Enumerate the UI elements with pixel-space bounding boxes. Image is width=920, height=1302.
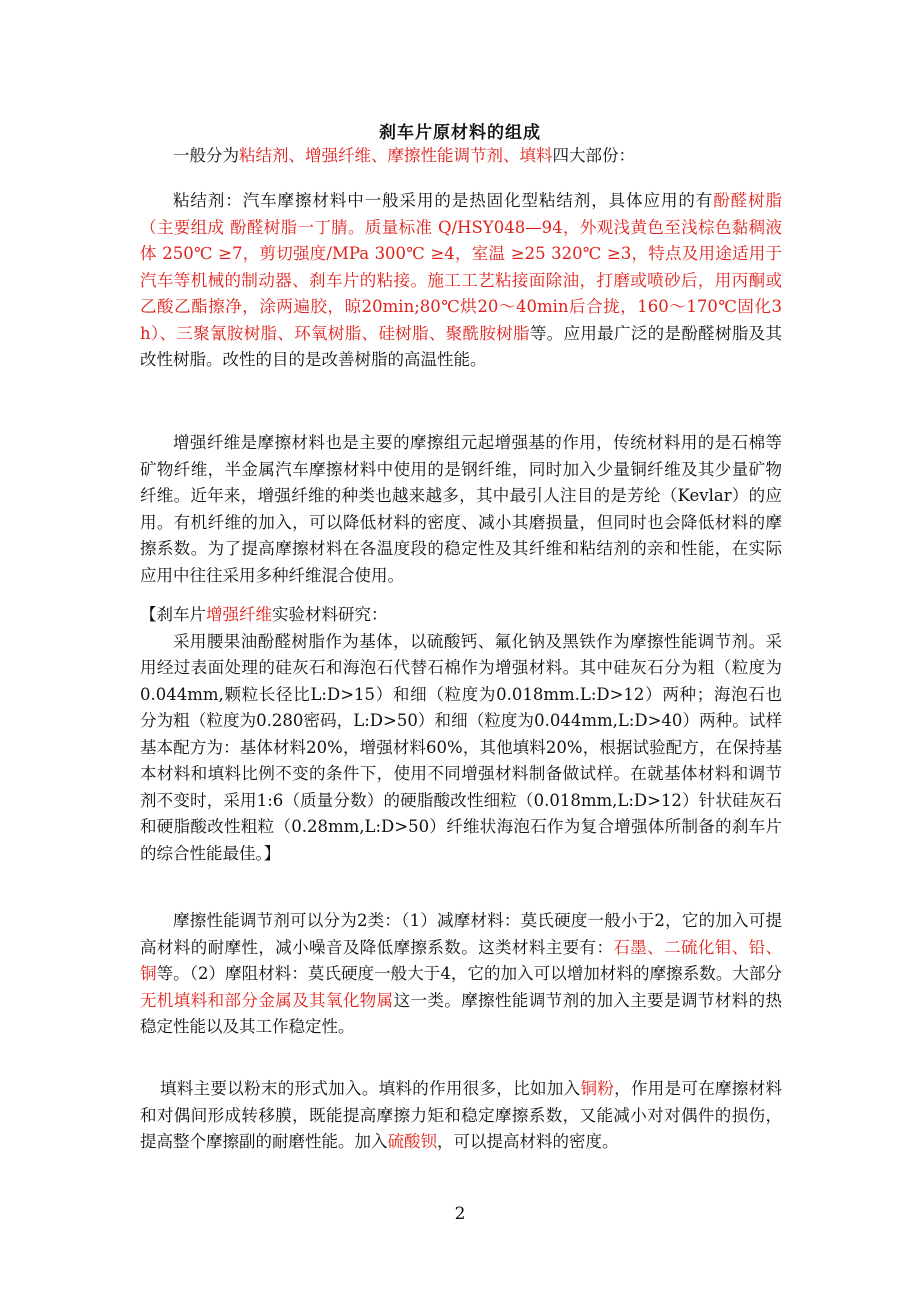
friction-text-3: 这一类。摩擦性能调节剂的加入主要是调节材料的热稳定性能以及其工作稳定性。 — [140, 990, 783, 1036]
fiber-text: 增强纤维是摩擦材料也是主要的摩擦组元起增强基的作用，传统材料用的是石棉等矿物纤维，半金属汽车摩擦材料中使用的是钢纤维，同时加入少量铜纤维及其少量矿物纤维。近年来，增强纤维的种类也越来越多，其中最引人注目的是芳纶（Kevlar）的应用。有机纤维的加入，可以降低材料的密度、减小其磨损量，但同时也会降低材料的摩擦系数。为了提高摩擦材料在各温度段的稳定性及其纤维和粘结剂的亲和性能，在实际应用中往往采用多种纤维混合使用。 — [140, 433, 782, 585]
page-number: 2 — [454, 1204, 466, 1224]
binder-paragraph — [140, 188, 782, 374]
study-body: 采用腰果油酚醛树脂作为基体，以硫酸钙、氟化钠及黑铁作为摩擦性能调节剂。采用经过表面处理的硅灰石和海泡石代替石棉作为增强材料。其中硅灰石分为粗（粒度为0.044mm,颗粒长径比L:D>15）和细（粒度为0.018mm.L:D>12）两种；海泡石也分为粗（粒度为0.280密码，L:D>50）和细（粒度为0.044mm,L:D>40）两种。试样基本配方为：基体材料20%，增强材料60%，其他填料20%，根据试验配方，在保持基本材料和填料比例不变的条件下，使用不同增强材料制备做试样。在就基体材料和调节剂不变时，采用1:6（质量分数）的硬脂酸改性细粒（0.018mm,L:D>12）针状硅灰石和硬脂酸改性粗粒（0.28mm,L:D>50）纤维状海泡石作为复合增强体所制备的刹车片的综合性能最佳。】 — [140, 631, 782, 863]
friction-highlight-1: 石墨、二硫化钼、铅、铜 — [140, 937, 783, 983]
binder-text: 粘结剂：汽车摩擦材料中一般采用的是热固化型粘结剂，具体应用的有 — [173, 191, 714, 210]
filler-text-2: ，作用是可在摩擦材料和对偶间形成转移膜，既能提高摩擦力矩和稳定摩擦系数，又能减小对对偶件的损伤，提高整个摩擦副的耐磨性能。加入 — [140, 1079, 783, 1151]
intro-paragraph — [140, 143, 782, 170]
fiber-paragraph — [140, 430, 782, 589]
binder-highlight: 酚醛树脂（主要组成 酚醛树脂一丁腈。质量标准 Q/HSY048—94，外观浅黄色至浅棕色黏稠液体 250℃ ≥7，剪切强度/MPa 300℃ ≥4，室温 ≥25 320℃ ≥3，特点及用途适用于汽车等机械的制动器、刹车片的粘接。施工工艺粘接面除油，打磨或喷砂后，用丙酮或乙酸乙酯擦净，涂两遍胶，晾20min;80℃烘20～40min后合拢，160～170℃固化3h）、三聚氰胺树脂、环氧树脂、硅树脂、聚酰胺树脂 — [140, 191, 783, 343]
friction-text-2: 等。（2）摩阻材料：莫氏硬度一般大于4，它的加入可以增加材料的摩擦系数。大部分 — [156, 964, 783, 983]
friction-text: 摩擦性能调节剂可以分为2类：（1）减摩材料：莫氏硬度一般小于2，它的加入可提高材料的耐摩性，减小噪音及降低摩擦系数。这类材料主要有： — [140, 911, 782, 957]
friction-paragraph — [140, 908, 782, 1041]
study-heading: 【刹车片增强纤维实验材料研究： — [140, 605, 388, 624]
intro-highlight: 粘结剂、增强纤维、摩擦性能调节剂、填料 — [239, 146, 553, 165]
filler-paragraph — [140, 1076, 782, 1156]
study-paragraph — [140, 602, 782, 867]
friction-highlight-2: 无机填料和部分金属及其氧化物属 — [140, 990, 394, 1010]
page-title: 刹车片原材料的组成 — [379, 123, 541, 143]
filler-highlight-2: 硫酸钡 — [387, 1132, 437, 1151]
study-highlight: 增强纤维 — [206, 605, 272, 624]
filler-highlight-1: 铜粉 — [580, 1079, 615, 1098]
intro-text: 一般分为 — [173, 146, 239, 165]
filler-text: 填料主要以粉末的形式加入。填料的作用很多，比如加入 — [160, 1079, 581, 1098]
intro-text-end: 四大部份： — [552, 146, 635, 165]
filler-text-3: ，可以提高材料的密度。 — [437, 1132, 619, 1151]
binder-text-end: 等。应用最广泛的是酚醛树脂及其改性树脂。改性的目的是改善树脂的高温性能。 — [140, 323, 782, 369]
